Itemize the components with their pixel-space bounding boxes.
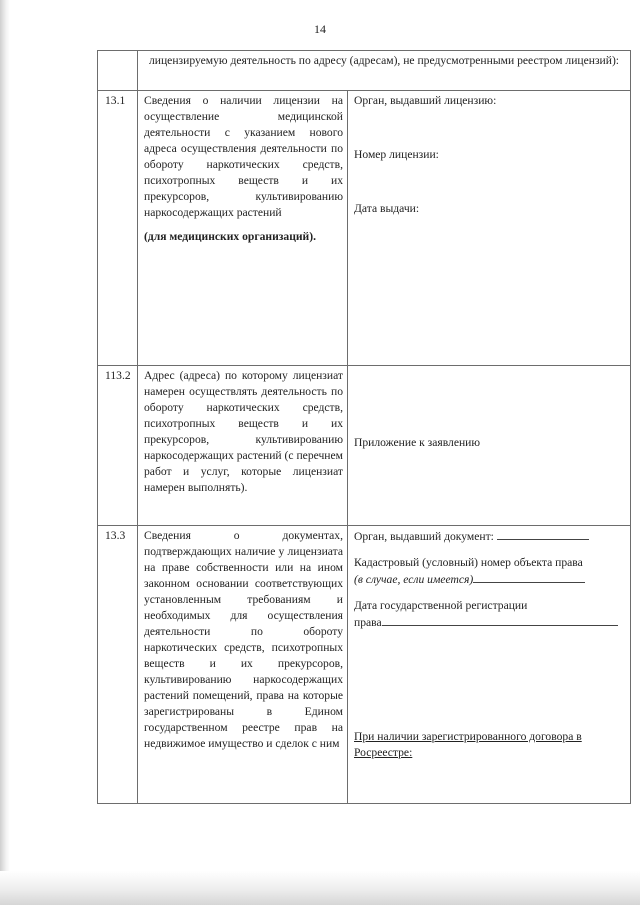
- application-form-table: [97, 50, 631, 804]
- row-description: Адрес (адреса) по которому лицензиат намерен осуществлять деятельность по обороту наркотических средств, психотропных веществ и их прекурсоров, культивированию наркосодержащих растений (с перечнем работ и услуг, которые лицензиат намерен выполнять).: [138, 366, 348, 526]
- scan-bottom-edge: [0, 871, 640, 905]
- attachment-note: Приложение к заявлению: [354, 435, 481, 449]
- row-number: 13.1: [98, 91, 138, 366]
- cadastral-number-field[interactable]: [354, 571, 626, 588]
- document-authority-blank[interactable]: [497, 528, 589, 540]
- table-row-13-1: [98, 91, 631, 366]
- table-row-13-2: [98, 366, 631, 526]
- license-number-field[interactable]: Номер лицензии:: [354, 148, 439, 161]
- license-issue-date-field[interactable]: Дата выдачи:: [354, 202, 420, 215]
- registration-date-blank[interactable]: [382, 614, 618, 626]
- document-authority-label: Орган, выдавший документ:: [354, 530, 494, 543]
- row-number: 13.3: [98, 526, 138, 804]
- continuation-number-cell: [98, 51, 138, 91]
- document-authority-field[interactable]: [354, 528, 626, 545]
- row-fields: [348, 91, 631, 366]
- cadastral-label: Кадастровый (условный) номер объекта права: [354, 556, 583, 569]
- table-row-13-3: [98, 526, 631, 804]
- license-authority-field[interactable]: Орган, выдавший лицензию:: [354, 94, 497, 107]
- continuation-text: лицензируемую деятельность по адресу (адресам), не предусмотренными реестром лицензий):: [138, 51, 631, 91]
- registration-date-right-label: права: [354, 616, 382, 629]
- row-description: Сведения о документах, подтверждающих наличие у лицензиата на праве собственности или на ином законном основании соответствующих установленным требованиям и необходимых для осуществления деятельности по обороту наркотических средств, психотропных веществ и их прекурсоров, культивированию наркосодержащих растений помещений, права на которые зарегистрированы в Едином государственном реестре прав на недвижимое имущество и сделок с ним: [138, 526, 348, 804]
- row-number: 113.2: [98, 366, 138, 526]
- rosreestr-contract-label: При наличии зарегистрированного договора в Росреестре:: [354, 730, 582, 759]
- cadastral-blank[interactable]: [473, 571, 585, 583]
- row-description: [138, 91, 348, 366]
- description-bold-note: (для медицинских организаций).: [144, 230, 316, 243]
- registration-date-label: Дата государственной регистрации: [354, 599, 528, 612]
- row-fields: [348, 366, 631, 526]
- registration-date-field[interactable]: [354, 614, 626, 631]
- page-number: 14: [314, 22, 326, 36]
- description-text: Сведения о наличии лицензии на осуществление медицинской деятельности с указанием нового адреса осуществления деятельности по обороту наркотических средств, психотропных веществ и их прекурсоров, культивированию наркосодержащих растений: [144, 94, 343, 219]
- table-row-continuation: [98, 51, 631, 91]
- scan-left-edge: [0, 0, 10, 905]
- row-fields: [348, 526, 631, 804]
- cadastral-note: (в случае, если имеется): [354, 573, 474, 586]
